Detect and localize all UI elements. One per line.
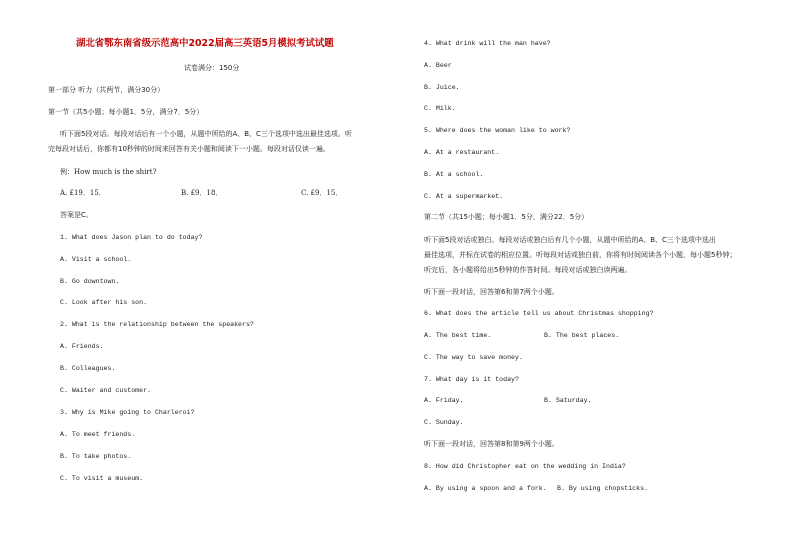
question-6-option-c: C. The way to save money. (424, 354, 523, 361)
instructions-line: 最佳选项，并标在试卷的相应位置。听每段对话或独白前，你将有时间阅读各个小题，每小题5秒钟； (424, 251, 737, 259)
question-4-option-b: B. Juice. (424, 84, 460, 91)
question-8-option-a: A. By using a spoon and a fork. (424, 485, 547, 492)
instructions-line: 听完后，各小题将给出5秒钟的作答时间。每段对话或独白读两遍。 (424, 266, 632, 274)
question-2-option-c: C. Waiter and customer. (60, 387, 152, 394)
question-5-option-c: C. At a supermarket. (424, 193, 504, 200)
question-2-option-b: B. Colleagues. (60, 365, 116, 372)
listening-prompt: 听下面一段对话，回答第8和第9两个小题。 (424, 440, 559, 448)
part-heading: 第一部分 听力（共两节，满分30分） (48, 86, 165, 94)
question-3-option-c: C. To visit a museum. (60, 475, 144, 482)
question-7-option-c: C. Sunday. (424, 419, 464, 426)
question-1-option-a: A. Visit a school. (60, 256, 132, 263)
section-heading: 第二节（共15小题；每小题1．5分，满分22．5分） (424, 213, 589, 221)
question-5-option-a: A. At a restaurant. (424, 149, 500, 156)
question-5-option-b: B. At a school. (424, 171, 484, 178)
question-3-option-a: A. To meet friends. (60, 431, 136, 438)
question-1-option-b: B. Go downtown. (60, 278, 120, 285)
question-4-option-c: C. Milk. (424, 105, 456, 112)
question-1: 1. What does Jason plan to do today? (60, 234, 203, 241)
question-7-option-a: A. Friday. (424, 397, 464, 404)
example-question: 例：How much is the shirt? (60, 168, 157, 176)
example-option-a: A. £19．15． (60, 189, 106, 197)
section-heading: 第一节（共5小题；每小题1．5分，满分7．5分） (48, 108, 204, 116)
question-4-option-a: A. Beer (424, 62, 452, 69)
question-2: 2. What is the relationship between the speakers? (60, 321, 254, 328)
question-3: 3. Why is Mike going to Charleroi? (60, 409, 195, 416)
question-6-option-b: B. The best places. (544, 332, 620, 339)
question-6-option-a: A. The best time. (424, 332, 492, 339)
score-note: 试卷满分：150分 (184, 64, 240, 72)
example-option-c: C. £9．15． (301, 189, 343, 197)
example-option-b: B. £9．18． (181, 189, 223, 197)
instructions-line: 完每段对话后，你都有10秒钟的时间来回答有关小题和阅读下一小题。每段对话仅读一遍。 (48, 145, 330, 153)
question-3-option-b: B. To take photos. (60, 453, 132, 460)
example-answer: 答案是C。 (60, 211, 93, 219)
question-7-option-b: B. Saturday. (544, 397, 592, 404)
question-4: 4. What drink will the man have? (424, 40, 551, 47)
instructions-line: 听下面5段对话。每段对话后有一个小题，从题中所给的A、B、C三个选项中选出最佳选项。听 (60, 130, 352, 138)
question-2-option-a: A. Friends. (60, 343, 104, 350)
instructions-line: 听下面5段对话或独白。每段对话或独白后有几个小题，从题中所给的A、B、C三个选项中选出 (424, 236, 716, 244)
question-6: 6. What does the article tell us about Christmas shopping? (424, 310, 654, 317)
question-7: 7. What day is it today? (424, 376, 519, 383)
question-1-option-c: C. Look after his son. (60, 299, 148, 306)
question-8-option-b: B. By using chopsticks. (557, 485, 649, 492)
listening-prompt: 听下面一段对话，回答第6和第7两个小题。 (424, 288, 559, 296)
question-8: 8. How did Christopher eat on the wedding in India? (424, 463, 626, 470)
question-5: 5. Where does the woman like to work? (424, 127, 571, 134)
page-title: 湖北省鄂东南省级示范高中2022届高三英语5月模拟考试试题 (76, 38, 334, 49)
